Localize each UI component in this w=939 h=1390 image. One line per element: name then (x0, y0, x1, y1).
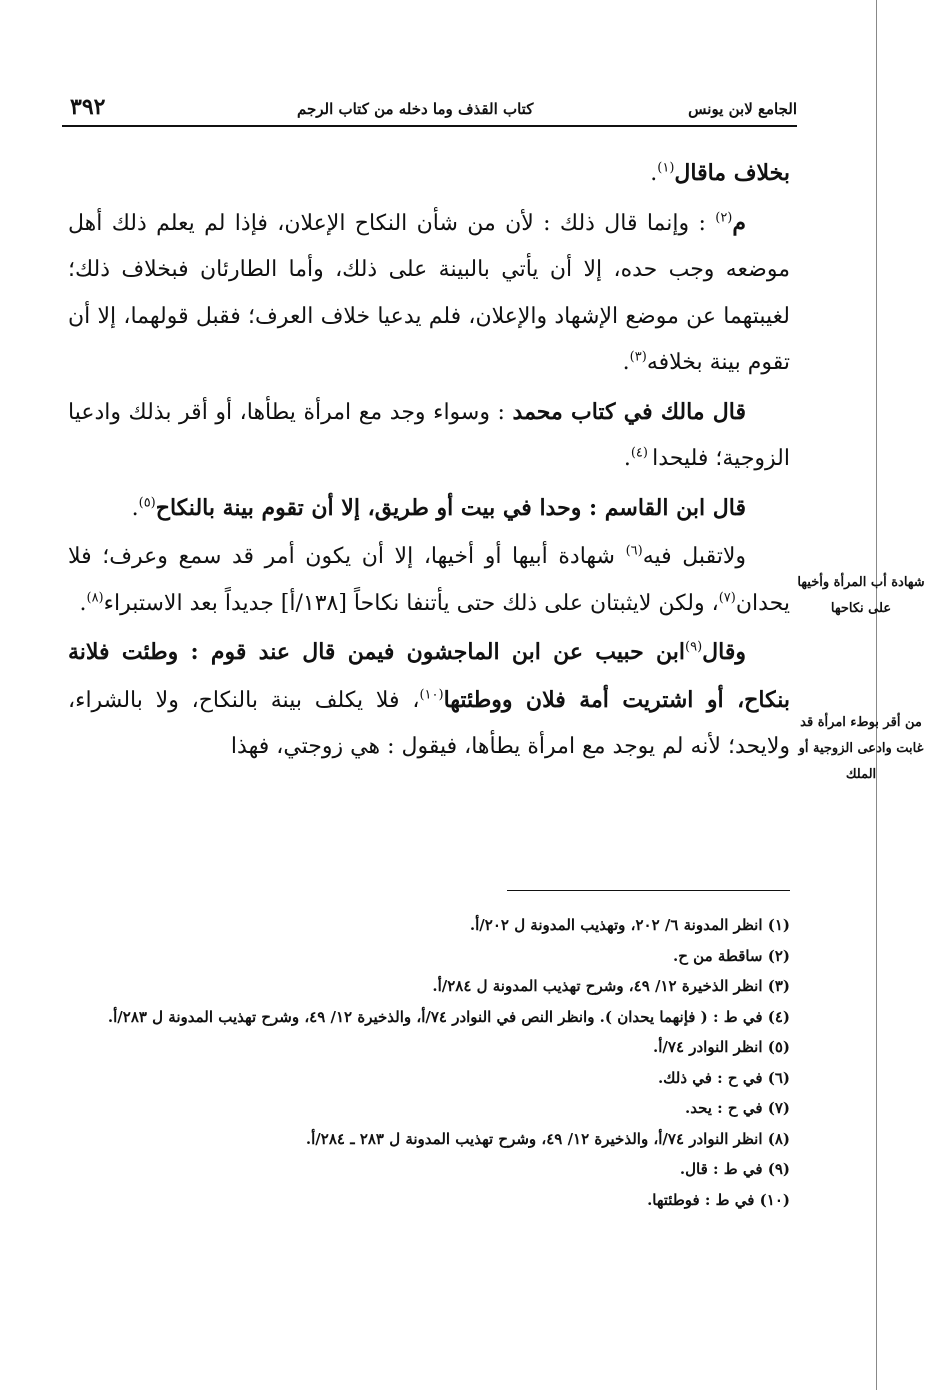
footnote: (٧) في ح : يحد. (684, 1099, 790, 1117)
footnote: (٩) في ط : قال. (679, 1160, 790, 1178)
footnote-ref: (٤) (630, 445, 653, 461)
footnote: (٦) في ح : في ذلك. (657, 1068, 790, 1087)
footnote: (٨) انظر النوادر ٧٤/أ، والذخيرة ١٢/ ٤٩، وشرح تهذيب المدونة ل ٢٨٣ ـ ٢٨٤/أ. (305, 1129, 790, 1148)
paragraph-3: قال مالك في كتاب محمد : وسواء وجد مع امرأة يطأها، أو أقر بذلك وادعيا الزوجية؛ فليحدا $^{(٤)}$. (68, 398, 790, 471)
footnote-ref: (٨) (86, 590, 104, 606)
footnote: (٢) ساقطة من ح. (673, 946, 790, 965)
header-rule (62, 125, 797, 127)
margin-note-1: شهادة أب المرأة وأخيها على نكاحها (797, 575, 925, 616)
footnote: (٥) انظر النوادر ٧٤/أ. (653, 1038, 790, 1056)
margin-note-2: من أقر بوطء امرأة قد غابت وادعى الزوجية أو الملك (798, 715, 924, 782)
footnote: (١) انظر المدونة ٦/ ٢٠٢، وتهذيب المدونة ل ٢٠٢/أ. (469, 916, 790, 934)
main-text (68, 150, 790, 773)
footnote-ref: (٩) (685, 639, 703, 655)
margin-divider (876, 0, 877, 1390)
footnote: (٣) انظر الذخيرة ١٢/ ٤٩، وشرح تهذيب المدونة ل ٢٨٤/أ. (432, 977, 790, 995)
paragraph-1: بخلاف ماقال$^{(١)}$. (650, 160, 790, 186)
footnote-ref: (٥) (138, 495, 156, 511)
footnote-rule (507, 890, 790, 891)
footnote-ref: (٢) (715, 210, 733, 226)
page-number: ٣٩٢ (70, 94, 106, 120)
paragraph-5: ولاتقبل فيه$^{(٦)}$ شهادة أبيها أو أخيها، إلا أن يكون أمر قد سمع وعرف؛ فلا يحدان$^{(٧)}$، ولكن لايثبتان على ذلك حتى يأتنفا نكاحاً [١٣٨/أ] جديداً بعد الاستبراء$^{(٨)}$. (68, 543, 790, 616)
footnote: (١٠) في ط : فوطئتها. (647, 1190, 790, 1209)
paragraph-6: وقال$^{(٩)}$ابن حبيب عن ابن الماجشون فيمن قال عند قوم : وطئت فلانة بنكاح، أو اشتريت أمة فلان ووطئتها$^{(١٠)}$، فلا يكلف بينة بالنكاح، ولا بالشراء، ولايحد؛ لأنه لم يوجد مع امرأة يطأها، فيقول : هي زوجتي، فهذا (68, 639, 791, 759)
footnote-ref: (٣) (629, 349, 647, 365)
footnote-ref: (٧) (718, 590, 736, 606)
footnote: (٤) في ط : ( فإنهما يحدان ). وانظر النص في النوادر ٧٤/أ، والذخيرة ١٢/ ٤٩، وشرح تهذيب المدونة ل ٢٨٣/أ. (107, 1007, 790, 1026)
footnote-ref: (١٠) (419, 687, 444, 703)
running-book-title: الجامع لابن يونس (688, 100, 797, 118)
paragraph-4: قال ابن القاسم : وحدا في بيت أو طريق، إلا أن تقوم بينة بالنكاح$^{(٥)}$. (131, 494, 746, 521)
paragraph-2: م$^{(٢)}$ : وإنما قال ذلك : لأن من شأن النكاح الإعلان، فإذا لم يعلم ذلك أهل موضعه وجب حده، إلا أن يأتي بالبينة على ذلك، وأما الطارئان فبخلاف ذلك؛ لغيبتهما عن موضع الإشهاد والإعلان، فلم يدعيا خلاف العرف؛ فقبل قولهما، إلا أن تقوم بينة بخلافه$^{(٣)}$. (68, 209, 790, 375)
footnote-ref: (٦) (625, 543, 643, 559)
footnotes (62, 910, 790, 1215)
footnote-ref: (١) (657, 160, 675, 176)
page-header (62, 94, 797, 126)
running-chapter-title: كتاب القذف وما دخله من كتاب الرجم (297, 100, 534, 118)
